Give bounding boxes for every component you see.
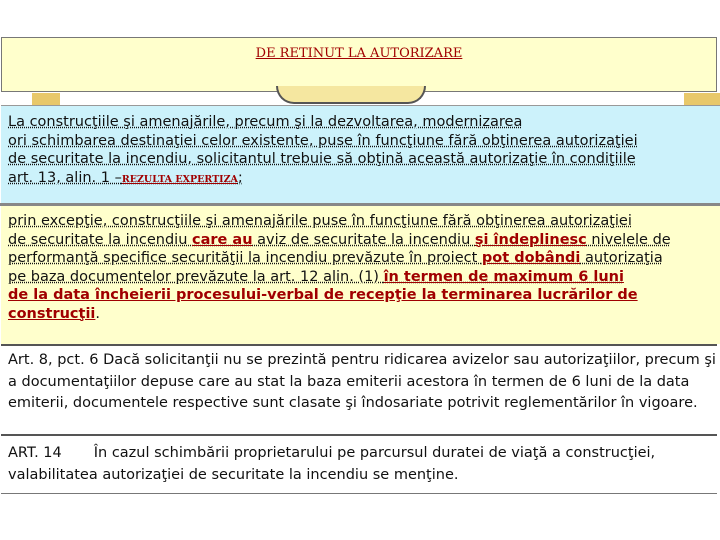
rule-block-1 [1, 105, 720, 203]
rule-2-line-2-a: de securitate la incendiu [8, 231, 193, 248]
rule-2-line-4 [8, 268, 720, 287]
emphasis-data-incheierii: de la data încheierii procesului-verbal de recepţie la terminarea lucrărilor de [8, 287, 638, 303]
article-14-label: ART. 14 [8, 445, 62, 461]
article-14-box [1, 438, 717, 494]
emphasis-indeplinesc: şi îndeplinesc [474, 231, 587, 248]
rule-2-line-4-a: pe baza documentelor prevăzute la art. 12 alin. (1) [8, 268, 384, 285]
decorative-tab-right [684, 93, 720, 105]
rule-2-line-5 [8, 286, 720, 305]
decorative-tab-left [32, 93, 60, 105]
emphasis-constructii: construcţii [8, 305, 96, 322]
rule-2-line-6 [8, 305, 720, 324]
rule-2-line-3-a: performanţă specifice securităţii la incendiu prevăzute în proiect [8, 250, 482, 266]
rule-2-line-3-c: autorizaţia [580, 250, 663, 266]
rule-2-line-3 [8, 249, 720, 268]
rule-2-line-2-c: aviz de securitate la incendiu [252, 231, 475, 248]
emphasis-termen: în termen de maximum 6 luni [383, 268, 624, 285]
rule-1-line-4-end: ; [237, 169, 243, 186]
article-8-text: Art. 8, pct. 6 Dacă solicitanţii nu se prezintă pentru ridicarea avizelor sau autorizaţiilor, precum şi a documentaţiilor depuse care au stat la baza emiterii acestora în termen de 6 luni de la data emiterii, documentele respective sunt clasate şi îndosariate potrivit reglementărilor în vigoare. [8, 352, 716, 411]
article-14-text [8, 443, 720, 486]
title-box [1, 37, 717, 92]
decorative-oval [276, 86, 426, 104]
page-title: DE RETINUT LA AUTORIZARE [255, 46, 463, 61]
rule-1-line-4 [8, 169, 720, 190]
expertiza-note: REZULTA EXPERTIZA [121, 173, 238, 185]
article-14-body: În cazul schimbării proprietarului pe parcursul duratei de viaţă a construcţiei, valabilitatea autorizaţiei de securitate la incendiu se menţine. [8, 445, 656, 483]
rule-2-line-2-e: nivelele de [586, 231, 671, 248]
rule-1-line-4-text: art. 13, alin. 1 – [8, 169, 122, 186]
rule-2-line-6-end: . [95, 305, 100, 322]
rule-1-line-2: ori schimbarea destinaţiei celor existente, puse în funcţiune fără obţinerea autorizaţiei [8, 132, 638, 149]
article-8-box [1, 344, 717, 436]
rule-block-2-text [8, 212, 720, 323]
emphasis-pot-dobandi: pot dobândi [481, 250, 581, 266]
rule-1-line-1: La construcţiile şi amenajările, precum şi la dezvoltarea, modernizarea [8, 114, 523, 130]
emphasis-care-au: care au [192, 231, 253, 248]
rule-1-line-3: de securitate la incendiu, solicitantul trebuie să obţină această autorizaţie în condiţiile [8, 151, 636, 167]
rule-2-line-2 [8, 231, 720, 250]
rule-2-line-1: prin excepţie, construcţiile şi amenajările puse în funcţiune fără obţinerea autorizaţiei [8, 213, 632, 229]
rule-block-1-text [8, 113, 720, 189]
rule-block-2 [1, 206, 720, 344]
